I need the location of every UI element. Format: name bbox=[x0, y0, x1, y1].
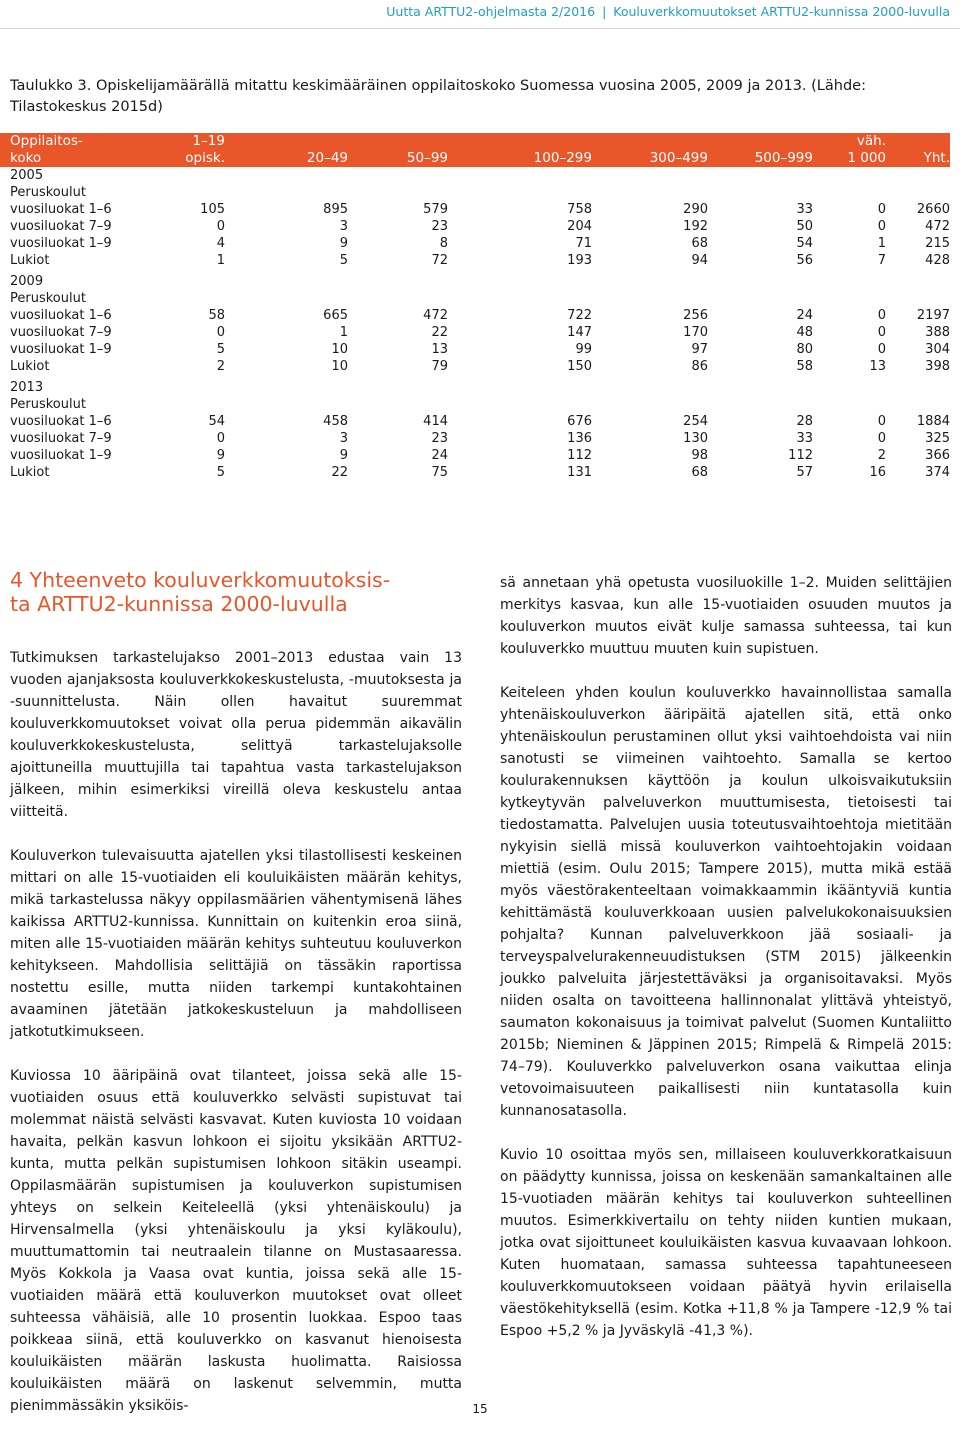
table-cell: 579 bbox=[423, 202, 448, 217]
table-cell: 1884 bbox=[916, 414, 950, 429]
table-cell: 112 bbox=[567, 448, 592, 463]
page-number: 15 bbox=[472, 1402, 488, 1416]
table-cell: 75 bbox=[431, 465, 448, 480]
table-cell: 54 bbox=[208, 414, 225, 429]
row-label: vuosiluokat 7–9 bbox=[10, 325, 112, 340]
row-label: vuosiluokat 1–6 bbox=[10, 414, 112, 429]
row-label: vuosiluokat 1–9 bbox=[10, 448, 112, 463]
table-cell: 1 bbox=[216, 253, 225, 268]
table-cell: 4 bbox=[216, 236, 225, 251]
year-row bbox=[0, 167, 950, 184]
table-cell: 192 bbox=[683, 219, 708, 234]
row-label: vuosiluokat 1–6 bbox=[10, 202, 112, 217]
table-cell: 9 bbox=[339, 236, 348, 251]
table-body bbox=[0, 167, 950, 481]
table-cell: 22 bbox=[331, 465, 348, 480]
table-cell: 472 bbox=[925, 219, 950, 234]
table-cell: 105 bbox=[200, 202, 225, 217]
year-label: 2013 bbox=[10, 380, 44, 395]
table-row bbox=[0, 430, 950, 447]
table-cell: 1 bbox=[877, 236, 886, 251]
subheading-row bbox=[0, 184, 950, 201]
school-size-table bbox=[0, 133, 950, 481]
table-cell: 290 bbox=[683, 202, 708, 217]
year-row bbox=[0, 273, 950, 290]
table-cell: 130 bbox=[683, 431, 708, 446]
table-caption: Taulukko 3. Opiskelijamäärällä mitattu keskimääräinen oppilaitoskoko Suomessa vuosina 2005, 2009 ja 2013. (Lähde: Tilastokeskus 2015d) bbox=[10, 78, 866, 115]
table-cell: 98 bbox=[691, 448, 708, 463]
table-cell: 676 bbox=[567, 414, 592, 429]
table-cell: 28 bbox=[796, 414, 813, 429]
table-cell: 414 bbox=[423, 414, 448, 429]
table-cell: 10 bbox=[331, 359, 348, 374]
table-cell: 7 bbox=[877, 253, 886, 268]
table-row bbox=[0, 252, 950, 269]
subheading-row bbox=[0, 290, 950, 307]
table-cell: 0 bbox=[216, 325, 225, 340]
paragraph: Kuviossa 10 ääripäinä ovat tilanteet, joissa sekä alle 15-vuotiaiden osuus että kouluverkko selvästi supistuvat tai molemmat näistä selvästi kasvavat. Kuten kuviosta 10 voidaan havaita, pelkän kasvun lohkoon ei sijoitu yksikään ARTTU2-kunta, mutta pelkän supistumisen lohkoon sitäkin useampi. Oppilasmäärän supistumisen ja kouluverkon supistumisen yhteys on selkein Keiteleellä (yksi yhtenäiskoulu) ja Hirvensalmella (yksi yhtenäiskoulu ja yksi kyläkoulu), muuttumattomin tai neutraalein tilanne on Mustasaaressa. Myös Kokkola ja Vaasa ovat kuntia, joissa sekä alle 15-vuotiaiden määrä että kouluverkon muutokset ovat olleet suhteessa vähäisiä, alle 10 prosentin luokkaa. Espoo taas poikkeaa siinä, että kouluverkko on kasvanut hienoisesta kouluikäisten määrän laskusta huolimatta. Raisiossa kouluikäisten määrä on laskenut selvemmin, mutta pienimmässäkin yksiköis- bbox=[10, 1068, 462, 1414]
table-cell: 0 bbox=[877, 414, 886, 429]
table-row bbox=[0, 218, 950, 235]
table-cell: 72 bbox=[431, 253, 448, 268]
table-cell: 0 bbox=[216, 219, 225, 234]
table-cell: 0 bbox=[877, 308, 886, 323]
table-cell: 388 bbox=[925, 325, 950, 340]
table-cell: 0 bbox=[877, 219, 886, 234]
table-cell: 10 bbox=[331, 342, 348, 357]
row-label: Lukiot bbox=[10, 253, 50, 268]
header-min-1000: väh. 1 000 bbox=[813, 133, 886, 167]
table-cell: 472 bbox=[423, 308, 448, 323]
table-cell: 2 bbox=[877, 448, 886, 463]
table-cell: 722 bbox=[567, 308, 592, 323]
header-300-499: 300–499 bbox=[592, 133, 708, 167]
table-cell: 24 bbox=[796, 308, 813, 323]
subheading-label: Peruskoulut bbox=[10, 185, 86, 200]
table-cell: 33 bbox=[796, 202, 813, 217]
table-cell: 366 bbox=[925, 448, 950, 463]
table-cell: 33 bbox=[796, 431, 813, 446]
table-cell: 56 bbox=[796, 253, 813, 268]
table-cell: 131 bbox=[567, 465, 592, 480]
table-cell: 150 bbox=[567, 359, 592, 374]
table-cell: 57 bbox=[796, 465, 813, 480]
running-header-chapter: Kouluverkkomuutokset ARTTU2-kunnissa 2000-luvulla bbox=[613, 4, 950, 19]
table-cell: 458 bbox=[323, 414, 348, 429]
left-column bbox=[10, 647, 462, 1439]
row-label: vuosiluokat 1–6 bbox=[10, 308, 112, 323]
running-header-separator: | bbox=[602, 4, 607, 19]
table-cell: 428 bbox=[925, 253, 950, 268]
header-1-19: 1–19 opisk. bbox=[165, 133, 225, 167]
table-row bbox=[0, 358, 950, 375]
header-100-299: 100–299 bbox=[448, 133, 592, 167]
year-label: 2009 bbox=[10, 274, 44, 289]
table-cell: 23 bbox=[431, 219, 448, 234]
table-cell: 0 bbox=[877, 342, 886, 357]
table-cell: 58 bbox=[208, 308, 225, 323]
paragraph: sä annetaan yhä opetusta vuosiluokille 1–2. Muiden selittäjien merkitys kasvaa, kun alle 15-vuotiaiden osuuden muutos ja kouluverkon muutos eivät kulje samassa suhteessa, tai kun kouluverkko muuttuu muuten kuin supistuen. bbox=[500, 575, 952, 657]
table-cell: 99 bbox=[575, 342, 592, 357]
table-cell: 398 bbox=[925, 359, 950, 374]
table-cell: 304 bbox=[925, 342, 950, 357]
subheading-label: Peruskoulut bbox=[10, 397, 86, 412]
table-cell: 0 bbox=[877, 202, 886, 217]
table-cell: 23 bbox=[431, 431, 448, 446]
table-cell: 50 bbox=[796, 219, 813, 234]
table-row bbox=[0, 235, 950, 252]
row-label: vuosiluokat 1–9 bbox=[10, 236, 112, 251]
paragraph: Keiteleen yhden koulun kouluverkko havainnollistaa samalla yhtenäiskouluverkon ääripäitä ajatellen sitä, että onko yhtenäiskoulun perustaminen ollut yksi vaihtoehdoista vai niin sanotusti se viimeinen vaihtoehto. Samalla se kertoo koulurakennuksen käyttöön ja koulun ulkoisvaikutuksiin kytkeytyvän palveluverkon muuttumisesta, tietoisesti tai tiedostamatta. Palvelujen uusia toteutusvaihtoehtoja mietitään nykyisin siellä missä kouluverkon vaihtoehtojakin voidaan miettiä (esim. Oulu 2015; Tampere 2015), mutta mikä estää myös väestörakenteeltaan voimakkaammin ikääntyviä kuntia kehittämästä kouluverkkoaan uusien palvelukokonaisuuksien pohjalta? Kunnan palveluverkkoon jää sosiaali- ja terveyspalvelurakenneuudistuksen (STM 2015) jälkeenkin joukko palveluita järjestettäväksi ja organisoitavaksi. Myös niiden osalta on tavoitteena hallinnonalat ylittävä yhteistyö, saumaton kokonaisuus ja toimivat palvelut (Suomen Kuntaliitto 2015b; Nieminen & Jäppinen 2015; Rimpelä & Rimpelä 2015: 74–79). Kouluverkko palveluverkon osana vaikuttaa elinja vetovoimaisuuteen paikallisesti niin kuntatasolla kuin kunnanosatasolla. bbox=[500, 685, 952, 1119]
table-cell: 8 bbox=[439, 236, 448, 251]
subheading-row bbox=[0, 396, 950, 413]
table-cell: 24 bbox=[431, 448, 448, 463]
table-cell: 1 bbox=[339, 325, 348, 340]
table-cell: 16 bbox=[869, 465, 886, 480]
header-20-49: 20–49 bbox=[225, 133, 348, 167]
table-cell: 0 bbox=[216, 431, 225, 446]
paragraph: Kuvio 10 osoittaa myös sen, millaiseen kouluverkkoratkaisuun on päädytty kunnissa, joissa on keskenään samankaltainen alle 15-vuotiaden määrän kehitys tai kouluverkon suhteellinen muutos. Esimerkkivertailu on tehty niiden kuntien mukaan, jotka ovat sijoittuneet kouluikäisten kasvua kuvaavaan lohkoon. Kuten huomataan, samassa suhteessa tapahtuneeseen kouluverkkomuutokseen voidaan päätyä hyvin erilaisella väestökehityksellä (esim. Kotka +11,8 % ja Tampere -12,9 % tai Espoo +5,2 % ja Jyväskylä -41,3 %). bbox=[500, 1147, 952, 1339]
table-cell: 58 bbox=[796, 359, 813, 374]
table-cell: 374 bbox=[925, 465, 950, 480]
table-cell: 2660 bbox=[916, 202, 950, 217]
table-cell: 758 bbox=[567, 202, 592, 217]
table-cell: 0 bbox=[877, 431, 886, 446]
table-cell: 68 bbox=[691, 236, 708, 251]
table-cell: 325 bbox=[925, 431, 950, 446]
table-row bbox=[0, 201, 950, 218]
section-title: 4 Yhteenveto kouluverkkomuutoksis- ta ARTTU2-kunnissa 2000-luvulla bbox=[10, 568, 391, 616]
table-cell: 147 bbox=[567, 325, 592, 340]
table-cell: 136 bbox=[567, 431, 592, 446]
right-column bbox=[500, 572, 952, 1364]
table-cell: 9 bbox=[216, 448, 225, 463]
row-label: Lukiot bbox=[10, 465, 50, 480]
table-cell: 48 bbox=[796, 325, 813, 340]
table-cell: 0 bbox=[877, 325, 886, 340]
year-label: 2005 bbox=[10, 168, 44, 183]
header-school-size: Oppilaitos- koko bbox=[0, 133, 165, 167]
table-row bbox=[0, 324, 950, 341]
table-cell: 79 bbox=[431, 359, 448, 374]
table-cell: 215 bbox=[925, 236, 950, 251]
header-50-99: 50–99 bbox=[348, 133, 448, 167]
row-label: vuosiluokat 7–9 bbox=[10, 219, 112, 234]
table-cell: 204 bbox=[567, 219, 592, 234]
table-cell: 9 bbox=[339, 448, 348, 463]
table-cell: 71 bbox=[575, 236, 592, 251]
table-cell: 2 bbox=[216, 359, 225, 374]
row-label: vuosiluokat 7–9 bbox=[10, 431, 112, 446]
table-cell: 256 bbox=[683, 308, 708, 323]
table-cell: 80 bbox=[796, 342, 813, 357]
table-cell: 94 bbox=[691, 253, 708, 268]
header-divider bbox=[0, 28, 960, 29]
table-cell: 5 bbox=[216, 465, 225, 480]
table-cell: 13 bbox=[431, 342, 448, 357]
table-cell: 665 bbox=[323, 308, 348, 323]
table-cell: 3 bbox=[339, 219, 348, 234]
table-cell: 68 bbox=[691, 465, 708, 480]
table-cell: 97 bbox=[691, 342, 708, 357]
table-row bbox=[0, 464, 950, 481]
running-header bbox=[0, 0, 950, 19]
paragraph: Tutkimuksen tarkastelujakso 2001–2013 edustaa vain 13 vuoden ajanjaksosta kouluverkkokeskustelusta, -muutoksesta ja -suunnittelusta. Näin ollen havaitut suuremmat kouluverkkomuutokset voivat olla perua pidemmän aikavälin kouluverkkokeskustelusta, selittyä tarkastelujaksolle ajoittuneilla muuttujilla tai tapahtua vasta tarkastelujakson jälkeen, mihin esimerkiksi vireillä oleva keskustelu antaa viitteitä. bbox=[10, 650, 462, 820]
header-500-999: 500–999 bbox=[708, 133, 813, 167]
table-row bbox=[0, 307, 950, 324]
table-row bbox=[0, 341, 950, 358]
table-cell: 2197 bbox=[916, 308, 950, 323]
table-row bbox=[0, 447, 950, 464]
table-cell: 5 bbox=[216, 342, 225, 357]
table-row bbox=[0, 413, 950, 430]
table-cell: 13 bbox=[869, 359, 886, 374]
subheading-label: Peruskoulut bbox=[10, 291, 86, 306]
table-cell: 112 bbox=[788, 448, 813, 463]
table-cell: 895 bbox=[323, 202, 348, 217]
row-label: Lukiot bbox=[10, 359, 50, 374]
table-cell: 254 bbox=[683, 414, 708, 429]
row-label: vuosiluokat 1–9 bbox=[10, 342, 112, 357]
year-row bbox=[0, 379, 950, 396]
table-cell: 54 bbox=[796, 236, 813, 251]
header-total: Yht. bbox=[886, 133, 950, 167]
running-header-publication: Uutta ARTTU2-ohjelmasta 2/2016 bbox=[386, 4, 596, 19]
paragraph: Kouluverkon tulevaisuutta ajatellen yksi tilastollisesti keskeinen mittari on alle 15-vuotiaiden eli kouluikäisten määrän kehitys, mikä tarkastelussa näkyy oppilasmäärien vähentymisenä lähes kaikissa ARTTU2-kunnissa. Kunnittain on kuitenkin eroa siinä, miten alle 15-vuotiaiden määrän kehitys suhteutuu kouluverkon kehitykseen. Mahdollisia selittäjiä on tässäkin raportissa nostettu esille, mutta niiden tarkempi kuntakohtainen avaaminen jätetään jatkokeskusteluun ja mahdolliseen jatkotutkimukseen. bbox=[10, 848, 462, 1040]
table-cell: 193 bbox=[567, 253, 592, 268]
table-cell: 22 bbox=[431, 325, 448, 340]
table-cell: 5 bbox=[339, 253, 348, 268]
table-header-row bbox=[0, 133, 950, 167]
table-cell: 170 bbox=[683, 325, 708, 340]
table-cell: 3 bbox=[339, 431, 348, 446]
table-cell: 86 bbox=[691, 359, 708, 374]
